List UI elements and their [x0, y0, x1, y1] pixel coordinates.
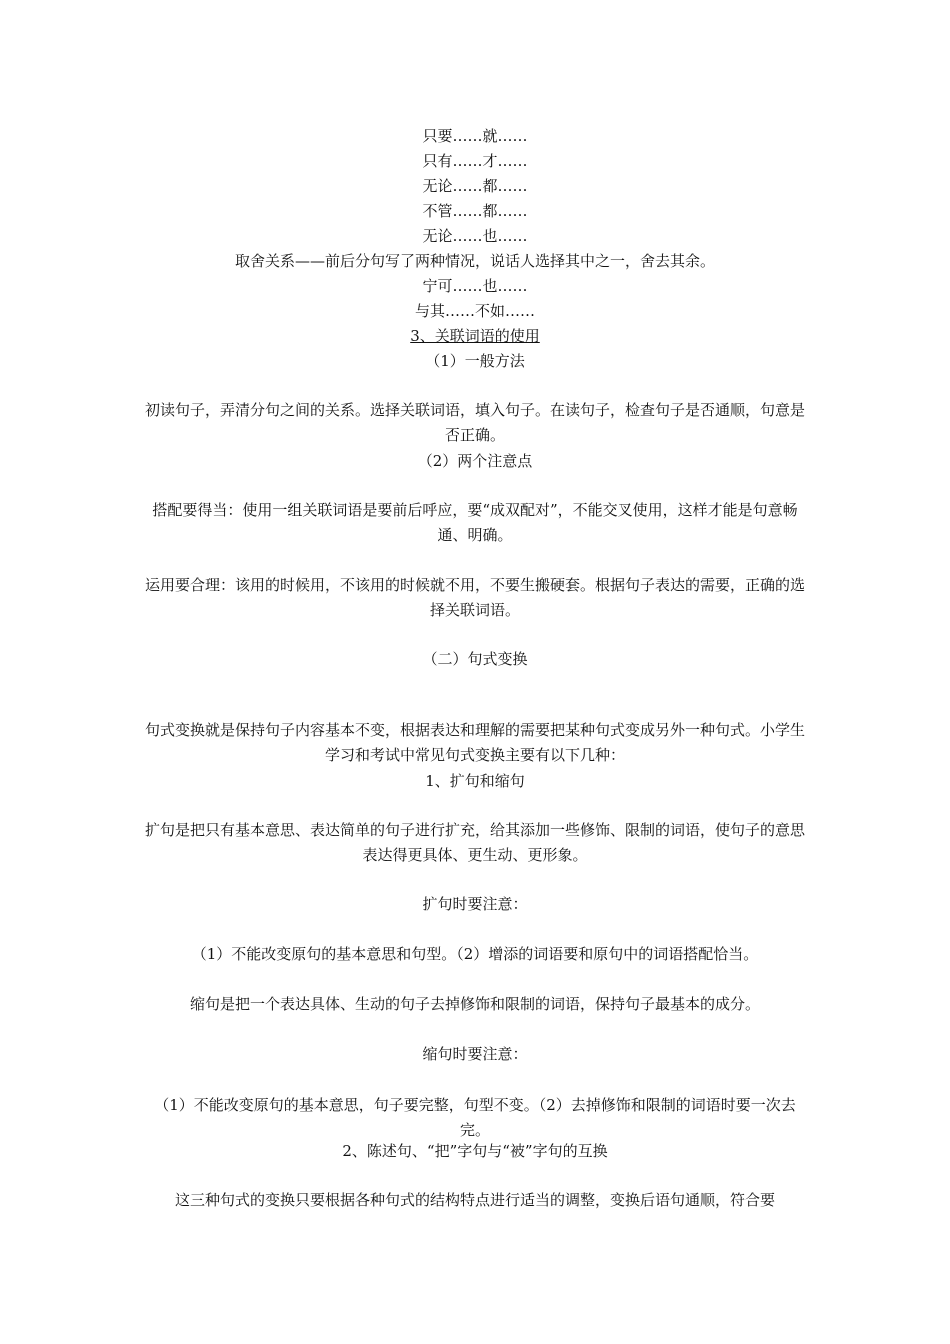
paragraph-expand: 扩句是把只有基本意思、表达简单的句子进行扩充，给其添加一些修饰、限制的词语，使句子的意思表达得更具体、更生动、更形象。	[144, 821, 805, 864]
conjunction-pair-4: 不管……都……	[422, 202, 528, 220]
paragraph-shrink: 缩句是把一个表达具体、生动的句子去掉修饰和限制的词语，保持句子最基本的成分。	[189, 995, 760, 1013]
conjunction-pair-2: 只有……才……	[422, 152, 528, 170]
subheading-general-method: （1）一般方法	[425, 352, 525, 370]
paragraph-matching: 搭配要得当：使用一组关联词语是要前后呼应，要“成双配对”，不能交叉使用，这样才能是句意畅通、明确。	[152, 501, 798, 544]
section-heading-sentence-transform: （二）句式变换	[422, 650, 528, 668]
subheading-expand-shrink: 1、扩句和缩句	[425, 772, 525, 790]
paragraph-sentence-types: 这三种句式的变换只要根据各种句式的结构特点进行适当的调整，变换后语句通顺，符合要	[174, 1191, 775, 1209]
subheading-sentence-types: 2、陈述句、“把”字句与“被”字句的互换	[342, 1142, 608, 1160]
conjunction-pair-6: 宁可……也……	[422, 277, 528, 295]
paragraph-general-method: 初读句子，弄清分句之间的关系。选择关联词语，填入句子。在读句子，检查句子是否通顺，句意是否正确。	[144, 401, 805, 444]
expand-notes: （1）不能改变原句的基本意思和句型。（2）增添的词语要和原句中的词语搭配恰当。	[191, 945, 759, 963]
conjunction-pair-7: 与其……不如……	[414, 302, 535, 320]
paragraph-sentence-transform: 句式变换就是保持句子内容基本不变，根据表达和理解的需要把某种句式变成另外一种句式。小学生学习和考试中常见句式变换主要有以下几种：	[144, 721, 805, 764]
paragraph-usage: 运用要合理：该用的时候用，不该用的时候就不用，不要生搬硬套。根据句子表达的需要，正确的选择关联词语。	[144, 576, 805, 619]
conjunction-pair-5: 无论……也……	[422, 227, 528, 245]
shrink-notes-label: 缩句时要注意：	[422, 1045, 528, 1063]
choice-relation-text: 取舍关系——前后分句写了两种情况，说话人选择其中之一，舍去其余。	[234, 252, 715, 270]
conjunction-pair-1: 只要……就……	[422, 127, 528, 145]
section-heading-3: 3、关联词语的使用	[410, 327, 540, 345]
expand-notes-label: 扩句时要注意：	[422, 895, 528, 913]
conjunction-pair-3: 无论……都……	[422, 177, 528, 195]
shrink-notes: （1）不能改变原句的基本意思，句子要完整，句型不变。（2）去掉修饰和限制的词语时要一次去完。	[154, 1096, 796, 1139]
subheading-two-points: （2）两个注意点	[417, 452, 533, 470]
